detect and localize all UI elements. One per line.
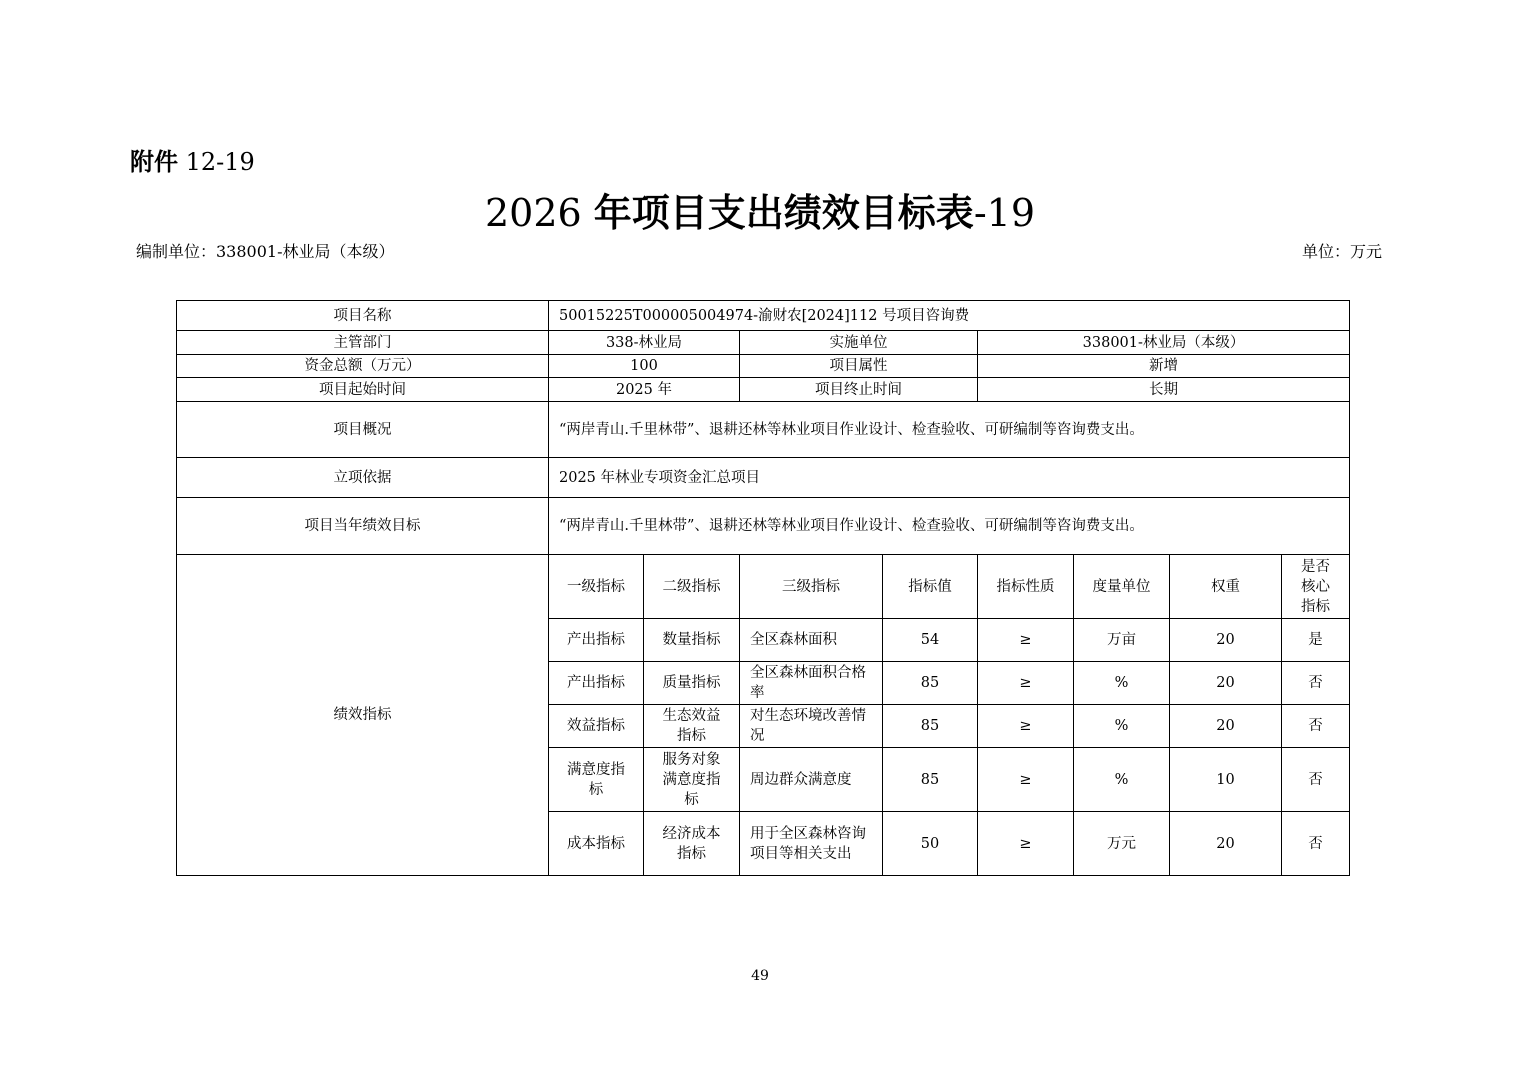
indicator-weight: 20 — [1170, 662, 1282, 705]
dept-label: 主管部门 — [177, 331, 549, 355]
indicator-nature: ≥ — [978, 619, 1074, 662]
indicator-level3: 对生态环境改善情况 — [740, 705, 883, 748]
attachment-prefix: 附件 — [130, 148, 178, 176]
indicator-level3: 全区森林面积 — [740, 619, 883, 662]
indicators-section-label: 绩效指标 — [177, 555, 549, 876]
indicator-level3: 周边群众满意度 — [740, 748, 883, 812]
header-level1: 一级指标 — [549, 555, 644, 619]
overview-value: “两岸青山.千里林带”、退耕还林等林业项目作业设计、检查验收、可研编制等咨询费支出。 — [549, 402, 1350, 458]
header-nature: 指标性质 — [978, 555, 1074, 619]
indicator-nature: ≥ — [978, 662, 1074, 705]
page-number: 49 — [751, 968, 769, 984]
row-project-name — [177, 301, 1350, 331]
row-overview — [177, 402, 1350, 458]
indicator-core: 否 — [1282, 748, 1350, 812]
title-year: 2026 — [484, 191, 582, 235]
row-annual-goal — [177, 498, 1350, 555]
indicator-level3: 全区森林面积合格率 — [740, 662, 883, 705]
overview-label: 项目概况 — [177, 402, 549, 458]
indicator-value: 54 — [883, 619, 978, 662]
row-basis — [177, 458, 1350, 498]
indicator-nature: ≥ — [978, 812, 1074, 876]
indicator-level2: 数量指标 — [644, 619, 740, 662]
indicator-header-row — [177, 555, 1350, 619]
project-name-value: 50015225T000005004974-渝财农[2024]112 号项目咨询费 — [549, 301, 1350, 331]
funds-label: 资金总额（万元） — [177, 355, 549, 378]
indicator-level2: 生态效益指标 — [644, 705, 740, 748]
funds-value: 100 — [549, 355, 740, 378]
indicator-weight: 20 — [1170, 812, 1282, 876]
start-value: 2025 年 — [549, 378, 740, 402]
indicator-level2: 质量指标 — [644, 662, 740, 705]
currency-unit: 单位：万元 — [1301, 242, 1382, 261]
indicator-level2: 服务对象满意度指标 — [644, 748, 740, 812]
attr-label: 项目属性 — [740, 355, 978, 378]
indicator-nature: ≥ — [978, 748, 1074, 812]
indicator-level1: 满意度指标 — [549, 748, 644, 812]
indicator-level1: 成本指标 — [549, 812, 644, 876]
indicator-value: 85 — [883, 748, 978, 812]
project-name-label: 项目名称 — [177, 301, 549, 331]
impl-label: 实施单位 — [740, 331, 978, 355]
page-title — [0, 188, 1520, 238]
indicator-unit: % — [1074, 705, 1170, 748]
indicator-level1: 效益指标 — [549, 705, 644, 748]
dept-value: 338-林业局 — [549, 331, 740, 355]
indicator-weight: 10 — [1170, 748, 1282, 812]
attr-value: 新增 — [978, 355, 1350, 378]
header-unit: 度量单位 — [1074, 555, 1170, 619]
performance-target-table — [176, 300, 1350, 876]
indicator-value: 85 — [883, 662, 978, 705]
indicator-value: 85 — [883, 705, 978, 748]
indicator-unit: 万元 — [1074, 812, 1170, 876]
end-label: 项目终止时间 — [740, 378, 978, 402]
row-department — [177, 331, 1350, 355]
indicator-level1: 产出指标 — [549, 662, 644, 705]
row-period — [177, 378, 1350, 402]
indicator-level2: 经济成本指标 — [644, 812, 740, 876]
indicator-level3: 用于全区森林咨询项目等相关支出 — [740, 812, 883, 876]
indicator-level1: 产出指标 — [549, 619, 644, 662]
indicator-weight: 20 — [1170, 619, 1282, 662]
basis-label: 立项依据 — [177, 458, 549, 498]
indicator-core: 否 — [1282, 662, 1350, 705]
indicator-core: 否 — [1282, 812, 1350, 876]
impl-value: 338001-林业局（本级） — [978, 331, 1350, 355]
basis-value: 2025 年林业专项资金汇总项目 — [549, 458, 1350, 498]
indicator-unit: 万亩 — [1074, 619, 1170, 662]
indicator-weight: 20 — [1170, 705, 1282, 748]
compiling-unit: 编制单位：338001-林业局（本级） — [136, 242, 395, 261]
attachment-label — [130, 146, 255, 178]
header-core: 是否核心指标 — [1282, 555, 1350, 619]
end-value: 长期 — [978, 378, 1350, 402]
start-label: 项目起始时间 — [177, 378, 549, 402]
row-funds — [177, 355, 1350, 378]
indicator-core: 是 — [1282, 619, 1350, 662]
title-text: 年项目支出绩效目标表 — [593, 191, 974, 235]
indicator-unit: % — [1074, 748, 1170, 812]
goal-value: “两岸青山.千里林带”、退耕还林等林业项目作业设计、检查验收、可研编制等咨询费支出。 — [549, 498, 1350, 555]
header-level2: 二级指标 — [644, 555, 740, 619]
header-value: 指标值 — [883, 555, 978, 619]
title-suffix: -19 — [973, 191, 1036, 235]
indicator-unit: % — [1074, 662, 1170, 705]
indicator-nature: ≥ — [978, 705, 1074, 748]
indicator-value: 50 — [883, 812, 978, 876]
indicator-core: 否 — [1282, 705, 1350, 748]
goal-label: 项目当年绩效目标 — [177, 498, 549, 555]
header-weight: 权重 — [1170, 555, 1282, 619]
attachment-number: 12-19 — [185, 148, 255, 176]
header-level3: 三级指标 — [740, 555, 883, 619]
